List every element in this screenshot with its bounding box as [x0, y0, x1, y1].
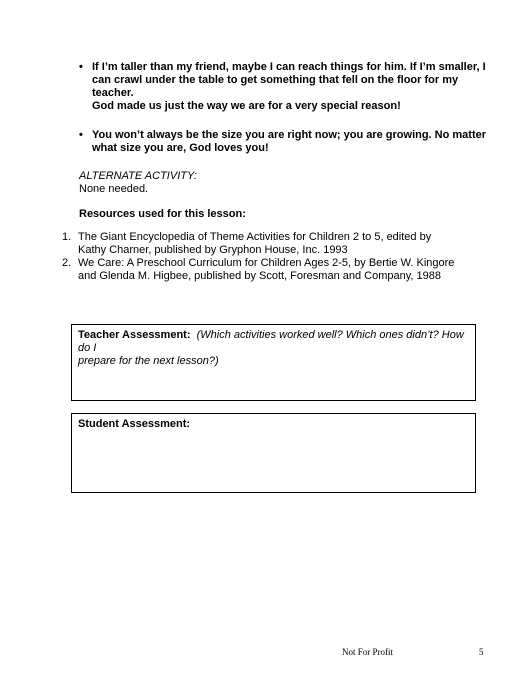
bullet-line: If I’m taller than my friend, maybe I can reach things for him. If I’m smaller, I — [92, 61, 486, 73]
resource-line: Kathy Charner, published by Gryphon House, Inc. 1993 — [78, 244, 348, 256]
bullet-line: God made us just the way we are for a very special reason! — [92, 100, 401, 112]
bullet-item-size-helpful — [79, 61, 499, 113]
resource-line: The Giant Encyclopedia of Theme Activities for Children 2 to 5, edited by — [78, 231, 432, 243]
bullet-line: You won’t always be the size you are right now; you are growing. No matter — [92, 129, 487, 141]
alternate-activity-text: None needed. — [79, 183, 149, 195]
teacher-assessment-title: Teacher Assessment: — [78, 329, 191, 341]
resource-number: 2. — [62, 257, 72, 269]
resource-item — [62, 257, 482, 283]
discussion-bullets — [79, 61, 499, 171]
teacher-assessment-note: (Which activities worked well? Which ones didn’t? How do I — [78, 329, 464, 354]
bullet-line: can crawl under the table to get something that fell on the floor for my teacher. — [92, 74, 459, 99]
page-number: 5 — [479, 647, 484, 657]
bullet-line: what size you are, God loves you! — [92, 142, 269, 154]
teacher-assessment-note: prepare for the next lesson?) — [78, 355, 219, 367]
bullet-icon: • — [79, 61, 83, 73]
resources-list — [62, 231, 482, 283]
alternate-activity-heading: ALTERNATE ACTIVITY: — [79, 170, 197, 182]
bullet-item-growing — [79, 129, 499, 155]
resources-heading: Resources used for this lesson: — [79, 208, 246, 220]
resource-number: 1. — [62, 231, 72, 243]
alternate-activity — [79, 170, 197, 196]
bullet-icon: • — [79, 129, 83, 141]
footer-label: Not For Profit — [342, 647, 394, 657]
student-assessment-title: Student Assessment: — [78, 418, 191, 430]
resource-line: We Care: A Preschool Curriculum for Children Ages 2-5, by Bertie W. Kingore — [78, 257, 455, 269]
teacher-assessment-box — [71, 324, 476, 401]
resource-item — [62, 231, 482, 257]
student-assessment-box — [71, 413, 476, 493]
resource-line: and Glenda M. Higbee, published by Scott, Foresman and Company, 1988 — [78, 270, 442, 282]
